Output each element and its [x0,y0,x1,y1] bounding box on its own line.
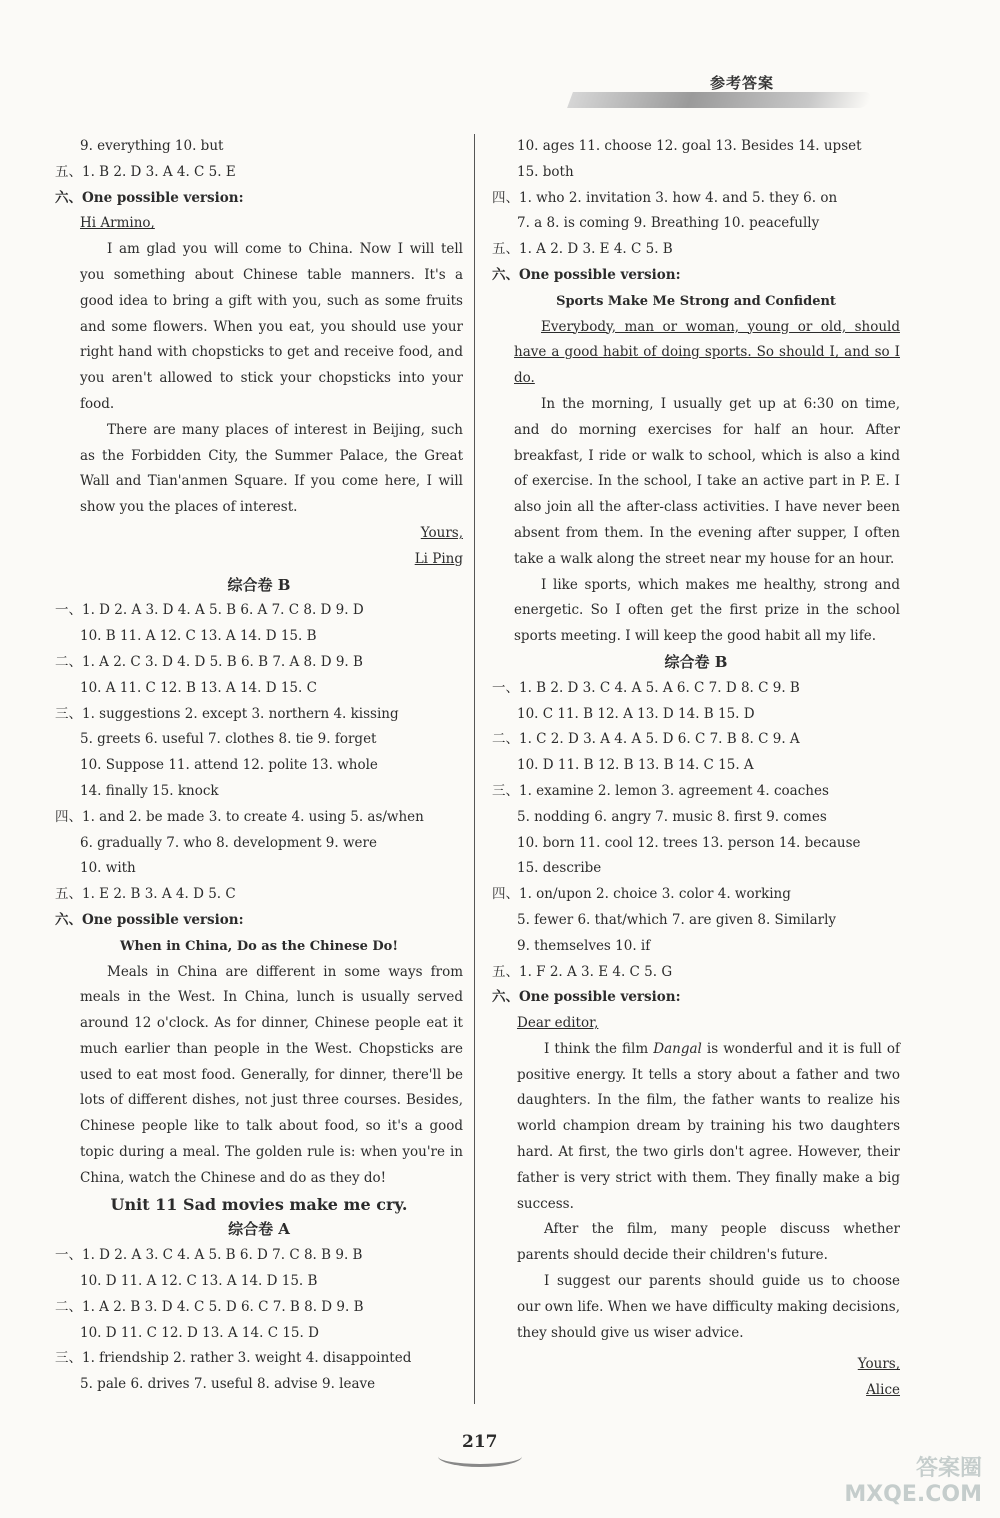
section-label: 六、One possible version: [492,266,681,283]
answer-line: 9. themselves 10. if [517,937,651,954]
section-label: 六、One possible version: [55,911,244,928]
letter-closing: Yours, [857,1356,900,1373]
header-band [567,92,873,108]
section-title: 综合卷 A [228,1220,290,1239]
answer-line: 5. nodding 6. angry 7. music 8. first 9. comes [517,808,827,825]
answer-line: 10. D 11. B 12. B 13. B 14. C 15. A [517,757,754,774]
answer-line: 5. greets 6. useful 7. clothes 8. tie 9. forget [80,731,377,748]
answer-line: 10. D 11. A 12. C 13. A 14. D 15. B [80,1273,318,1290]
answer-line: 5. pale 6. drives 7. useful 8. advise 9. leave [80,1376,376,1393]
letter-signature: Alice [866,1382,900,1399]
answer-line: 一、1. B 2. D 3. C 4. A 5. A 6. C 7. D 8. C 9. B [492,679,800,696]
letter-text: is wonderful and it is full of positive energy. It tells a story about a father and two daughters. In the film, the father wants to realize his world champion dream by training his two daughters hard. At first, the two girls don't agree. However, their father is very strict with them. They finally make a big success. [517,1040,900,1212]
answer-line: 10. B 11. A 12. C 13. A 14. D 15. B [80,628,317,645]
answer-line: 四、1. and 2. be made 3. to create 4. using 5. as/when [55,808,424,825]
watermark-url: MXQE.COM [844,1482,982,1507]
right-column [492,134,900,1404]
answer-line: 9. everything 10. but [80,138,224,154]
film-title: Dangal [653,1040,702,1057]
letter-closing: Yours, [420,524,463,541]
answer-line: 四、1. on/upon 2. choice 3. color 4. working [492,886,791,903]
page-number: 217 [462,1432,498,1452]
letter-greeting: Hi Armino, [80,215,155,232]
answer-line: 三、1. friendship 2. rather 3. weight 4. disappointed [55,1350,412,1367]
answer-line: 10. Suppose 11. attend 12. polite 13. whole [80,757,378,774]
letter-paragraph: I am glad you will come to China. Now I will tell you something about Chinese table manners. It's a good idea to bring a gift with you, such as some fruits and some flowers. When you eat, you should use your right hand with chopsticks to get and receive food, and you aren't allowed to stick your chopsticks into your food. [80,241,463,412]
section-title: 综合卷 B [664,652,728,671]
answer-line: 10. D 11. C 12. D 13. A 14. C 15. D [80,1324,319,1341]
unit-title: Unit 11 Sad movies make me cry. [110,1194,408,1214]
answer-line: 10. with [80,860,136,877]
answer-line: 五、1. B 2. D 3. A 4. C 5. E [55,163,236,180]
answer-line: 四、1. who 2. invitation 3. how 4. and 5. they 6. on [492,189,838,206]
header-title: 参考答案 [710,74,775,92]
answer-line: 三、1. examine 2. lemon 3. agreement 4. coaches [492,782,829,799]
answer-line: 二、1. C 2. D 3. A 4. A 5. D 6. C 7. B 8. C 9. A [492,731,800,748]
answer-line: 五、1. A 2. D 3. E 4. C 5. B [492,241,673,258]
section-label: 六、One possible version: [55,189,244,206]
section-label: 六、One possible version: [492,989,681,1006]
answer-line: 一、1. D 2. A 3. C 4. A 5. B 6. D 7. C 8. B 9. B [55,1247,363,1264]
answer-line: 6. gradually 7. who 8. development 9. were [80,834,377,851]
watermark-logo: 答案圈 [915,1456,982,1481]
letter-greeting: Dear editor, [517,1015,599,1032]
answer-line: 5. fewer 6. that/which 7. are given 8. Similarly [517,911,837,928]
answer-line: 10. ages 11. choose 12. goal 13. Besides 14. upset [517,138,862,154]
letter-signature: Li Ping [414,550,463,567]
left-column [55,134,463,1398]
essay-title: When in China, Do as the Chinese Do! [119,938,399,954]
page-footer [430,1428,530,1468]
answer-line: 五、1. E 2. B 3. A 4. D 5. C [55,886,236,903]
answer-line: 五、1. F 2. A 3. E 4. C 5. G [492,963,673,980]
letter-paragraph: I suggest our parents should guide us to choose our own life. When we have difficulty making decisions, they should give us wiser advice. [517,1273,900,1341]
section-title: 综合卷 B [227,575,291,594]
answer-line: 二、1. A 2. B 3. D 4. C 5. D 6. C 7. B 8. D 9. B [55,1298,364,1315]
essay-paragraph: In the morning, I usually get up at 6:30 on time, and do morning exercises for half an hour. After breakfast, I ride or walk to school, which is also a kind of exercise. In the school, I take an active part in P. E. I also join all the after-class activities. I have never been absent from them. In the evening after supper, I often take a walk along the street near my house for an hour. [514,395,900,567]
column-divider [474,134,475,1404]
answer-line: 15. describe [517,860,602,877]
essay-paragraph: I like sports, which makes me healthy, strong and energetic. So I often get the first prize in the school sports meeting. I will keep the good habit all my life. [514,576,900,645]
answer-line: 10. born 11. cool 12. trees 13. person 14. because [517,834,861,851]
answer-line: 10. C 11. B 12. A 13. D 14. B 15. D [517,705,755,722]
answer-line: 7. a 8. is coming 9. Breathing 10. peacefully [517,215,820,232]
letter-text: I think the film [544,1040,654,1057]
letter-paragraph: There are many places of interest in Beijing, such as the Forbidden City, the Summer Palace, the Great Wall and Tian'anmen Square. If you come here, I will show you the places of interest. [80,421,463,516]
answer-line: 二、1. A 2. C 3. D 4. D 5. B 6. B 7. A 8. D 9. B [55,653,363,670]
answer-line: 10. A 11. C 12. B 13. A 14. D 15. C [80,679,317,696]
letter-paragraph: After the film, many people discuss whether parents should decide their children's future. [517,1221,900,1264]
essay-paragraph: Meals in China are different in some ways from meals in the West. In China, lunch is usually served around 12 o'clock. As for dinner, Chinese people eat it much earlier than people in the West. Chopsticks are used to eat most food. Generally, for dinner, there'll be lots of different dishes, not just three courses. Besides, Chinese people like to talk about food, so it's a good topic during a meal. The golden rule is: when you're in China, watch the Chinese and do as they do! [80,963,463,1186]
essay-title: Sports Make Me Strong and Confident [556,293,836,309]
answer-line: 14. finally 15. knock [80,782,219,799]
essay-paragraph: Everybody, man or woman, young or old, should have a good habit of doing sports. So should I, and so I do. [514,318,900,387]
watermark [844,1456,982,1508]
answer-line: 一、1. D 2. A 3. D 4. A 5. B 6. A 7. C 8. D 9. D [55,602,364,619]
answer-line: 15. both [517,163,574,180]
answer-line: 三、1. suggestions 2. except 3. northern 4. kissing [55,705,399,722]
letter-paragraph [517,1037,900,1218]
page-header [560,70,890,120]
